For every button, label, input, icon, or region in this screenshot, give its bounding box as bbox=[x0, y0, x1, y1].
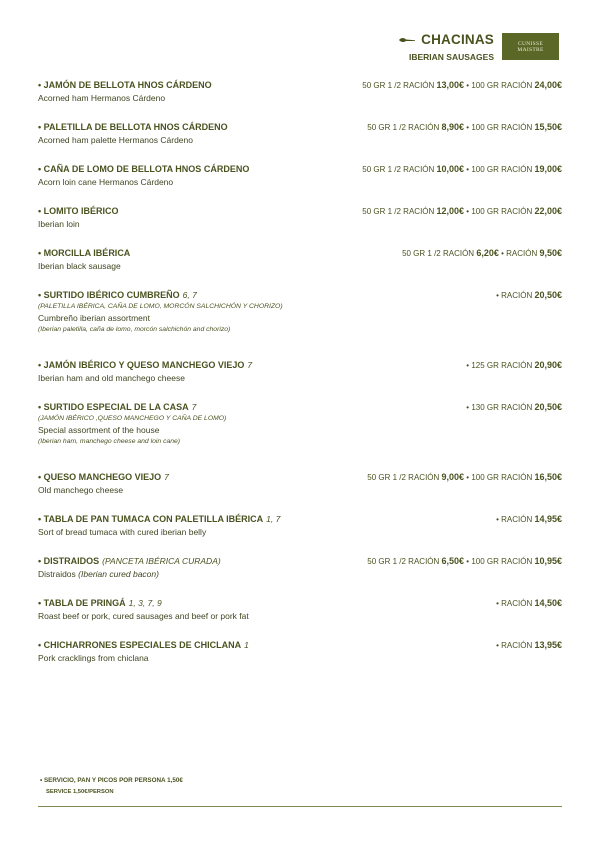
restaurant-logo bbox=[502, 33, 559, 60]
service-note-en: SERVICE 1,50€/PERSON bbox=[46, 789, 114, 795]
footer-divider bbox=[38, 806, 562, 807]
item-description: Iberian ham and old manchego cheese bbox=[38, 373, 185, 383]
menu-item bbox=[38, 556, 562, 579]
item-name: • JAMÓN IBÉRICO Y QUESO MANCHEGO VIEJO 7 bbox=[38, 360, 253, 370]
item-allergens: (PANCETA IBÉRICA CURADA) bbox=[102, 556, 221, 566]
item-name: • CHICHARRONES ESPECIALES DE CHICLANA 1 bbox=[38, 640, 249, 650]
item-allergens: 1 bbox=[244, 640, 249, 650]
page-title: CHACINAS bbox=[421, 32, 494, 47]
item-name: • TABLA DE PAN TUMACA CON PALETILLA IBÉRICA 1, 7 bbox=[38, 514, 281, 524]
item-price: • RACIÓN 13,95€ bbox=[496, 640, 562, 650]
item-composition: (JAMÓN IBÉRICO ,QUESO MANCHEGO Y CAÑA DE LOMO) bbox=[38, 415, 227, 422]
item-allergens: 1, 7 bbox=[266, 514, 281, 524]
page-subtitle: IBERIAN SAUSAGES bbox=[408, 52, 494, 62]
item-price: 50 GR 1 /2 RACIÓN 10,00€ • 100 GR RACIÓN 19,00€ bbox=[362, 164, 562, 174]
item-price: 50 GR 1 /2 RACIÓN 6,50€ • 100 GR RACIÓN 10,95€ bbox=[367, 556, 562, 566]
item-description: Iberian black sausage bbox=[38, 261, 121, 271]
item-price: • RACIÓN 14,50€ bbox=[496, 598, 562, 608]
item-description: Iberian loin bbox=[38, 219, 80, 229]
section-header bbox=[396, 32, 494, 62]
menu-item bbox=[38, 472, 562, 495]
logo-line-2: MAISTRE bbox=[517, 46, 544, 53]
item-description: Acorned ham Hermanos Cárdeno bbox=[38, 93, 166, 103]
item-allergens: 7 bbox=[164, 472, 169, 482]
title-row bbox=[396, 32, 494, 47]
item-name: • QUESO MANCHEGO VIEJO 7 bbox=[38, 472, 169, 482]
service-note bbox=[40, 777, 183, 795]
item-price: 50 GR 1 /2 RACIÓN 12,00€ • 100 GR RACIÓN 22,00€ bbox=[362, 206, 562, 216]
menu-item bbox=[38, 598, 562, 621]
item-description: Acorn loin cane Hermanos Cárdeno bbox=[38, 177, 174, 187]
menu-item bbox=[38, 248, 562, 271]
item-description: Distraidos (Iberian cured bacon) bbox=[38, 569, 159, 579]
item-allergens: 7 bbox=[247, 360, 253, 370]
item-composition: (PALETILLA IBÉRICA, CAÑA DE LOMO, MORCÓN SALCHICHÓN Y CHORIZO) bbox=[38, 303, 283, 310]
item-price: • RACIÓN 20,50€ bbox=[496, 290, 562, 300]
menu-item bbox=[38, 206, 562, 229]
item-name: • MORCILLA IBÉRICA bbox=[38, 248, 131, 258]
menu-item bbox=[38, 164, 562, 187]
item-allergens: 6, 7 bbox=[182, 290, 197, 300]
item-price: 50 GR 1 /2 RACIÓN 9,00€ • 100 GR RACIÓN 16,50€ bbox=[367, 472, 562, 482]
item-price: • 130 GR RACIÓN 20,50€ bbox=[466, 402, 562, 412]
item-name: • SURTIDO ESPECIAL DE LA CASA 7 bbox=[38, 402, 197, 412]
item-allergens: 7 bbox=[191, 402, 197, 412]
service-note-es: • SERVICIO, PAN Y PICOS POR PERSONA 1,50€ bbox=[40, 777, 183, 784]
menu-item bbox=[38, 80, 562, 103]
item-price: 50 GR 1 /2 RACIÓN 13,00€ • 100 GR RACIÓN 24,00€ bbox=[362, 80, 562, 90]
item-price: • 125 GR RACIÓN 20,90€ bbox=[466, 360, 562, 370]
menu-item bbox=[38, 122, 562, 145]
menu-item bbox=[38, 640, 562, 663]
item-price: • RACIÓN 14,95€ bbox=[496, 514, 562, 524]
item-composition-en: (Iberian paletilla, caña de lomo, morcón salchichón and chorizo) bbox=[38, 326, 231, 333]
item-composition-en: (Iberian ham, manchego cheese and loin cane) bbox=[38, 438, 181, 445]
item-price: 50 GR 1 /2 RACIÓN 8,90€ • 100 GR RACIÓN 15,50€ bbox=[367, 122, 562, 132]
item-description: Old manchego cheese bbox=[38, 485, 124, 495]
menu-item bbox=[38, 290, 562, 333]
item-description: Cumbreño iberian assortment bbox=[38, 313, 150, 323]
item-price: 50 GR 1 /2 RACIÓN 6,20€ • RACIÓN 9,50€ bbox=[402, 248, 562, 258]
item-description: Roast beef or pork, cured sausages and beef or pork fat bbox=[38, 611, 249, 621]
item-name: • JAMÓN DE BELLOTA HNOS CÁRDENO bbox=[38, 80, 212, 90]
item-name: • SURTIDO IBÉRICO CUMBREÑO 6, 7 bbox=[38, 290, 197, 300]
knife-icon bbox=[398, 36, 416, 44]
item-description-note: (Iberian cured bacon) bbox=[78, 569, 159, 579]
menu-item bbox=[38, 360, 562, 383]
item-description: Acorned ham palette Hermanos Cárdeno bbox=[38, 135, 193, 145]
menu-item bbox=[38, 402, 562, 445]
item-allergens: 1, 3, 7, 9 bbox=[128, 598, 162, 608]
item-name: • DISTRAIDOS (PANCETA IBÉRICA CURADA) bbox=[38, 556, 221, 566]
menu-item bbox=[38, 514, 562, 537]
item-name: • TABLA DE PRINGÁ 1, 3, 7, 9 bbox=[38, 598, 162, 608]
logo-line-1: CUNISSE bbox=[517, 40, 544, 47]
item-name: • PALETILLA DE BELLOTA HNOS CÁRDENO bbox=[38, 122, 228, 132]
item-name: • LOMITO IBÉRICO bbox=[38, 206, 119, 216]
item-name: • CAÑA DE LOMO DE BELLOTA HNOS CÁRDENO bbox=[38, 164, 250, 174]
item-description: Sort of bread tumaca with cured iberian belly bbox=[38, 527, 207, 537]
item-description: Special assortment of the house bbox=[38, 425, 160, 435]
item-description: Pork cracklings from chiclana bbox=[38, 653, 149, 663]
